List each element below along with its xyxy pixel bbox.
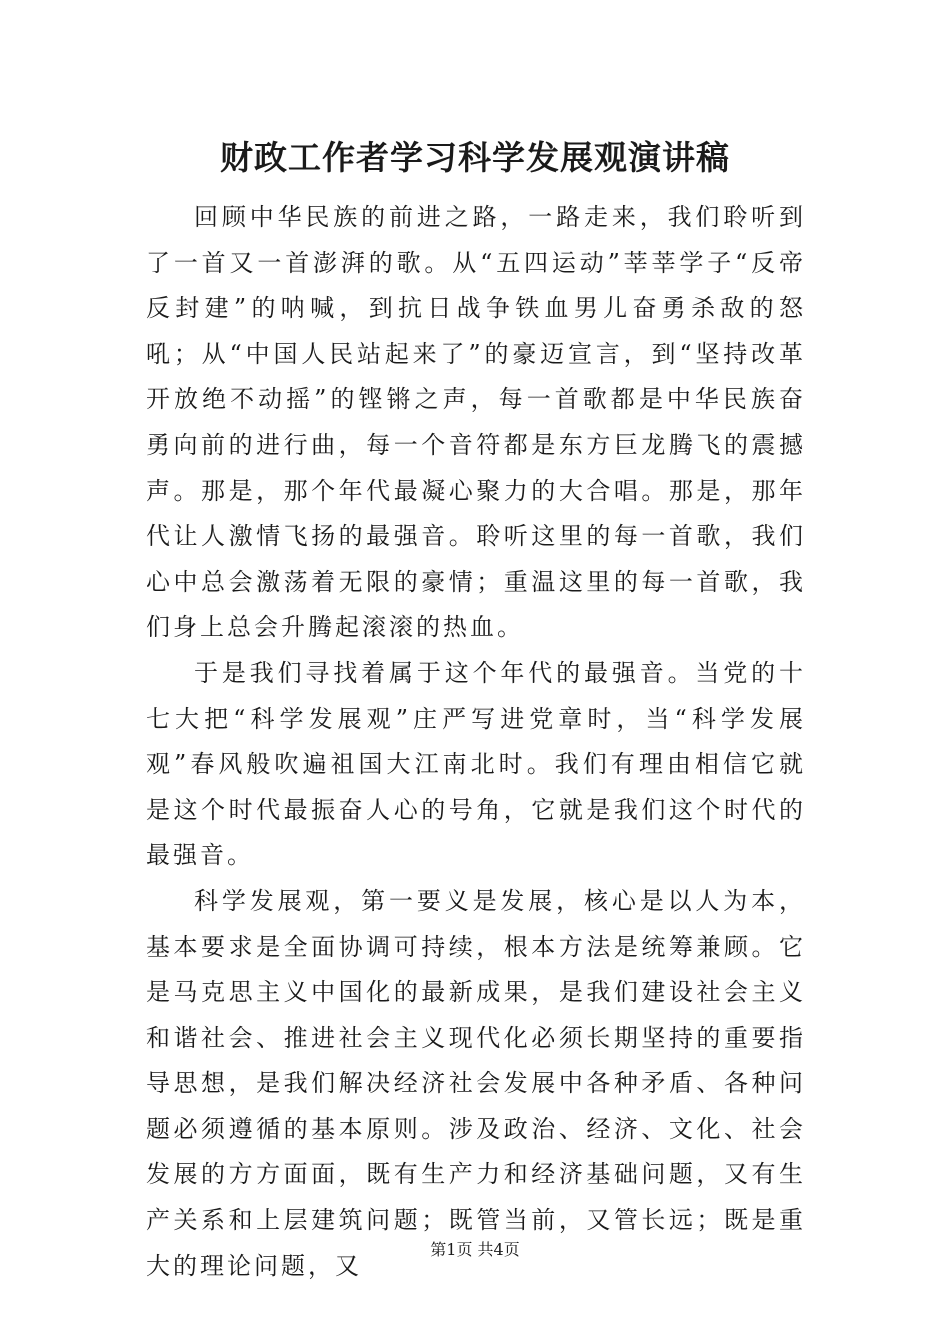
document-body bbox=[146, 195, 806, 1289]
paragraph-3: 科学发展观，第一要义是发展，核心是以人为本，基本要求是全面协调可持续，根本方法是统筹兼顾。它是马克思主义中国化的最新成果，是我们建设社会主义和谐社会、推进社会主义现代化必须长期坚持的重要指导思想，是我们解决经济社会发展中各种矛盾、各种问题必须遵循的基本原则。涉及政治、经济、文化、社会发展的方方面面，既有生产力和经济基础问题，又有生产关系和上层建筑问题；既管当前，又管长远；既是重大的理论问题，又 bbox=[146, 886, 806, 1280]
document-title: 财政工作者学习科学发展观演讲稿 bbox=[220, 138, 730, 177]
paragraph-1: 回顾中华民族的前进之路，一路走来，我们聆听到了一首又一首澎湃的歌。从“五四运动”莘莘学子“反帝反封建”的呐喊，到抗日战争铁血男儿奋勇杀敌的怒吼；从“中国人民站起来了”的豪迈宣言，到“坚持改革开放绝不动摇”的铿锵之声，每一首歌都是中华民族奋勇向前的进行曲，每一个音符都是东方巨龙腾飞的震撼声。那是，那个年代最凝心聚力的大合唱。那是，那年代让人激情飞扬的最强音。聆听这里的每一首歌，我们心中总会激荡着无限的豪情；重温这里的每一首歌，我们身上总会升腾起滚滚的热血。 bbox=[146, 203, 806, 642]
page-number-footer: 第1页 共4页 bbox=[430, 1240, 520, 1259]
paragraph-2: 于是我们寻找着属于这个年代的最强音。当党的十七大把“科学发展观”庄严写进党章时，当“科学发展观”春风般吹遍祖国大江南北时。我们有理由相信它就是这个时代最振奋人心的号角，它就是我们这个时代的最强音。 bbox=[146, 658, 806, 870]
